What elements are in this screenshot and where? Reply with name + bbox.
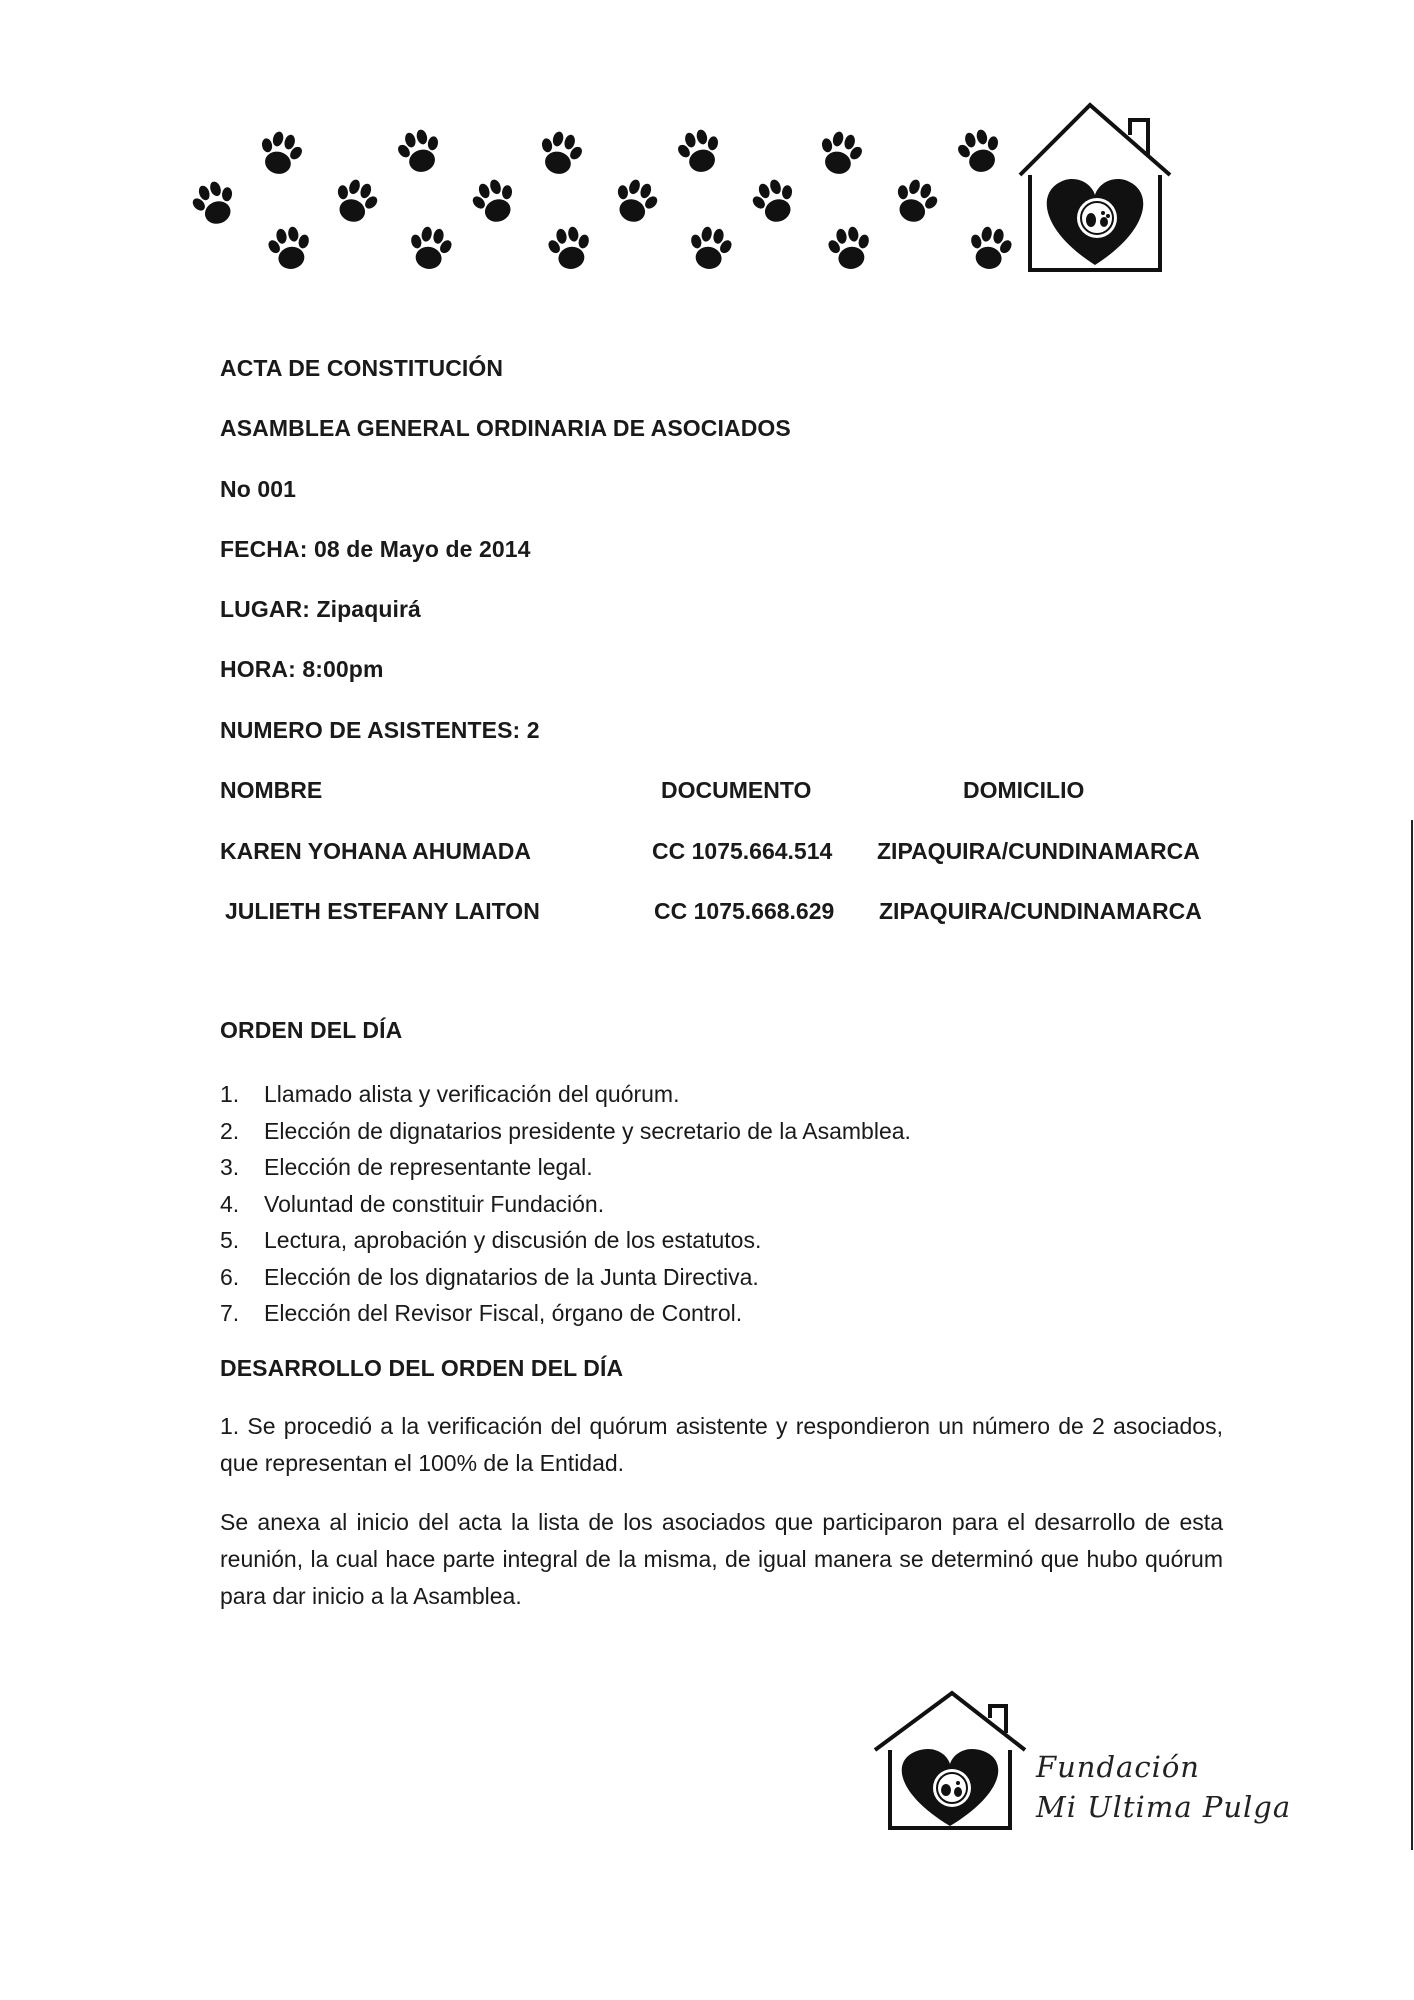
attendee-address: ZIPAQUIRA/CUNDINAMARCA <box>877 838 1200 864</box>
house-heart-logo-icon <box>1020 105 1170 270</box>
paw-print-icon <box>186 125 1016 272</box>
list-item: 4. Voluntad de constituir Fundación. <box>220 1190 605 1217</box>
agenda-list <box>220 1076 1020 1332</box>
brand-name-line1: Fundación <box>1036 1750 1200 1784</box>
attendees-count: NUMERO DE ASISTENTES: 2 <box>220 717 540 743</box>
development-heading: DESARROLLO DEL ORDEN DEL DÍA <box>220 1355 624 1381</box>
list-item: 3. Elección de representante legal. <box>220 1154 593 1180</box>
list-item: 6. Elección de los dignatarios de la Junta Directiva. <box>220 1263 759 1290</box>
column-header-name: NOMBRE <box>220 777 323 803</box>
date-field: FECHA: 08 de Mayo de 2014 <box>220 536 531 562</box>
scan-edge-line <box>1411 820 1413 1850</box>
list-item: 1. Llamado alista y verificación del quórum. <box>220 1081 680 1107</box>
attendee-name: JULIETH ESTEFANY LAITON <box>225 898 540 924</box>
column-header-address: DOMICILIO <box>963 777 1085 803</box>
brand-name-line2: Mi Ultima Pulga <box>1036 1790 1292 1824</box>
development-paragraph: Se anexa al inicio del acta la lista de los asociados que participaron para el desarrollo de esta reunión, la cual hace parte integral de la misma, de igual manera se determinó que hubo quórum para dar inicio a la Asamblea. <box>220 1509 1223 1609</box>
assembly-type: ASAMBLEA GENERAL ORDINARIA DE ASOCIADOS <box>220 415 791 441</box>
development-paragraph: 1. Se procedió a la verificación del quórum asistente y respondieron un número de 2 asociados, que representan el 100% de la Entidad. <box>220 1413 1223 1476</box>
document-title: ACTA DE CONSTITUCIÓN <box>220 355 504 381</box>
attendee-name: KAREN YOHANA AHUMADA <box>220 838 531 864</box>
list-item: 5. Lectura, aprobación y discusión de los estatutos. <box>220 1227 762 1253</box>
attendee-address: ZIPAQUIRA/CUNDINAMARCA <box>879 898 1202 924</box>
attendee-document: CC 1075.664.514 <box>652 838 833 864</box>
attendee-document: CC 1075.668.629 <box>654 898 835 924</box>
agenda-heading: ORDEN DEL DÍA <box>220 1017 403 1043</box>
paw-prints-header <box>175 95 1215 295</box>
place-field: LUGAR: Zipaquirá <box>220 596 421 622</box>
list-item: 2. Elección de dignatarios presidente y secretario de la Asamblea. <box>220 1117 911 1144</box>
column-header-document: DOCUMENTO <box>661 777 812 803</box>
list-item: 7. Elección del Revisor Fiscal, órgano de Control. <box>220 1300 743 1326</box>
act-number: No 001 <box>220 476 297 502</box>
time-field: HORA: 8:00pm <box>220 656 384 682</box>
